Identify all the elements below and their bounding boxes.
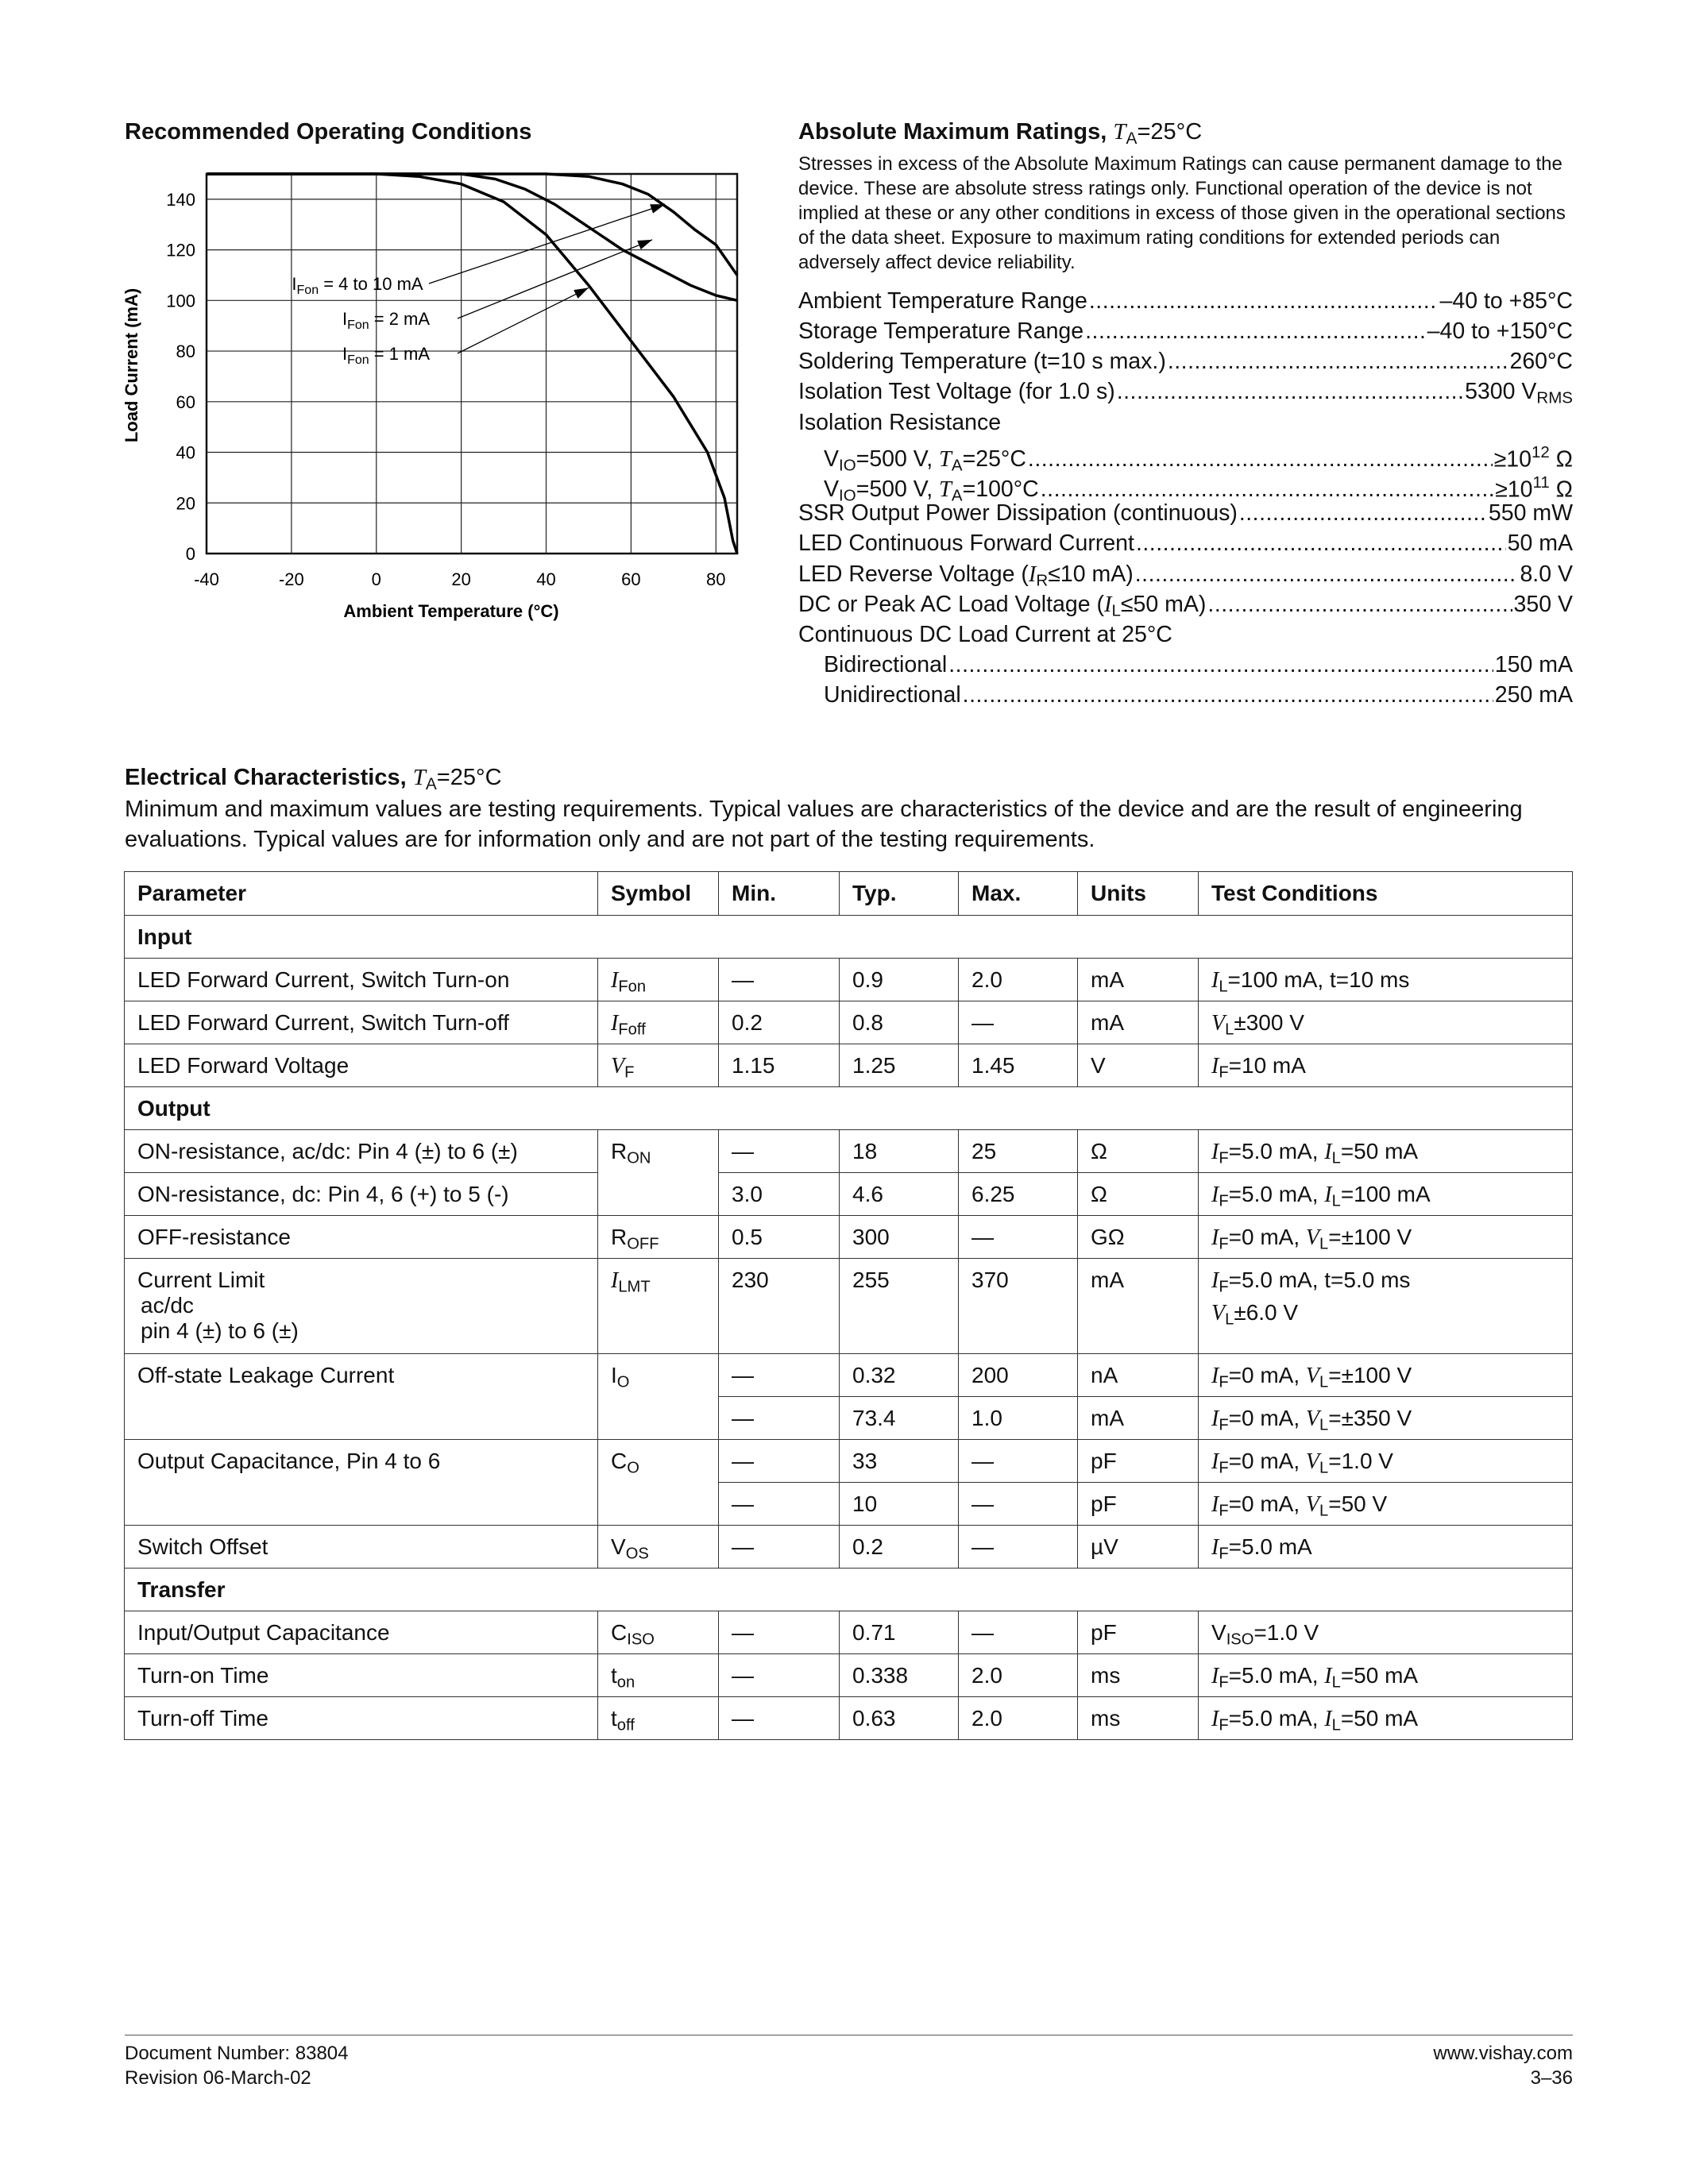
typ: 4.6 bbox=[840, 1173, 959, 1216]
table-row bbox=[125, 959, 1573, 1001]
typ: 255 bbox=[840, 1259, 959, 1354]
series-line bbox=[207, 174, 737, 300]
units: Ω bbox=[1078, 1173, 1199, 1216]
table-row bbox=[125, 1526, 1573, 1569]
annotation-arrow bbox=[458, 240, 652, 318]
chart-grid bbox=[207, 174, 737, 554]
min: — bbox=[719, 1130, 840, 1173]
amr-value: 50 mA bbox=[1507, 531, 1573, 557]
table-row bbox=[125, 1044, 1573, 1087]
amr-value: 8.0 V bbox=[1520, 561, 1573, 587]
page-number: 3–36 bbox=[1530, 2067, 1573, 2089]
symbol: $R_{OFF}$ bbox=[598, 1216, 719, 1259]
x-axis-label: Ambient Temperature (°C) bbox=[343, 601, 559, 621]
units: mA bbox=[1078, 1397, 1199, 1440]
symbol: $R_{ON}$ bbox=[598, 1130, 719, 1216]
x-tick-label: -20 bbox=[278, 569, 304, 589]
y-axis-label: Load Current (mA) bbox=[122, 287, 141, 443]
amr-value: 150 mA bbox=[1494, 652, 1573, 678]
symbol: $I_O$ bbox=[598, 1354, 719, 1440]
min: — bbox=[719, 1697, 840, 1740]
max: — bbox=[959, 1440, 1078, 1483]
amr-label: $V_{IO}=500$ V, $T_A=100^\circ C$ bbox=[824, 477, 1039, 505]
max: — bbox=[959, 1526, 1078, 1569]
param: Output Capacitance, Pin 4 to 6 bbox=[125, 1440, 598, 1526]
amr-label: Continuous DC Load Current at 25°C bbox=[798, 621, 1172, 647]
y-tick-label: 140 bbox=[166, 189, 195, 210]
annotation-arrow bbox=[458, 287, 589, 353]
symbol: $V_{OS}$ bbox=[598, 1526, 719, 1569]
y-tick-label: 100 bbox=[166, 291, 195, 311]
amr-value: $\ge 10^{11}$ Ω bbox=[1495, 473, 1573, 503]
table-row bbox=[125, 1354, 1573, 1397]
symbol: $t_{on}$ bbox=[598, 1654, 719, 1697]
amr-row bbox=[798, 498, 1573, 528]
x-ticks bbox=[194, 569, 725, 589]
amr-label: DC or Peak AC Load Voltage ($I_L\le 50$ mA) bbox=[798, 591, 1207, 620]
leader-dots bbox=[963, 680, 1493, 710]
document-number: Document Number: 83804 bbox=[125, 2043, 349, 2064]
leader-dots bbox=[1168, 346, 1508, 376]
param: OFF-resistance bbox=[125, 1216, 598, 1259]
amr-label: Isolation Resistance bbox=[798, 409, 1002, 435]
typ: 0.32 bbox=[840, 1354, 959, 1397]
group-row-transfer bbox=[125, 1569, 1573, 1611]
arrowhead bbox=[650, 204, 665, 213]
test-conditions: $I_F=5.0$ mA, $I_L=50$ mA bbox=[1199, 1654, 1573, 1697]
max: — bbox=[959, 1611, 1078, 1654]
leader-dots bbox=[1028, 444, 1493, 474]
leader-dots bbox=[1239, 498, 1487, 528]
max: 6.25 bbox=[959, 1173, 1078, 1216]
max: — bbox=[959, 1001, 1078, 1044]
y-tick-label: 20 bbox=[176, 493, 195, 514]
typ: 0.9 bbox=[840, 959, 959, 1001]
test-conditions: $I_F=5.0$ mA, t=5.0 ms $V_L\pm 6.0$ V bbox=[1199, 1259, 1573, 1354]
param: LED Forward Current, Switch Turn-on bbox=[125, 959, 598, 1001]
series-label: $I_{Fon} = 1$ mA bbox=[342, 344, 431, 367]
units: nA bbox=[1078, 1354, 1199, 1397]
max: 2.0 bbox=[959, 1654, 1078, 1697]
x-tick-label: 80 bbox=[706, 569, 726, 589]
test-conditions: $I_F=5.0$ mA bbox=[1199, 1526, 1573, 1569]
amr-row bbox=[798, 376, 1573, 407]
leader-dots bbox=[1085, 316, 1426, 346]
amr-row bbox=[798, 438, 1573, 475]
amr-label: LED Reverse Voltage ($I_R\le 10$ mA) bbox=[798, 561, 1134, 590]
min: — bbox=[719, 1440, 840, 1483]
amr-label: $V_{IO}=500$ V, $T_A=25^\circ C$ bbox=[824, 446, 1026, 475]
col-min: Min. bbox=[719, 872, 840, 916]
amr-label: SSR Output Power Dissipation (continuous) bbox=[798, 500, 1238, 527]
amr-row bbox=[798, 407, 1573, 438]
annotations bbox=[292, 204, 665, 367]
units: µV bbox=[1078, 1526, 1199, 1569]
col-test-conditions: Test Conditions bbox=[1199, 872, 1573, 916]
typ: 0.63 bbox=[840, 1697, 959, 1740]
y-tick-label: 40 bbox=[176, 442, 195, 463]
typ: 300 bbox=[840, 1216, 959, 1259]
amr-row bbox=[798, 346, 1573, 376]
max: 1.45 bbox=[959, 1044, 1078, 1087]
test-conditions: $I_F=0$ mA, $V_L=\pm 100$ V bbox=[1199, 1216, 1573, 1259]
min: — bbox=[719, 1354, 840, 1397]
param: Off-state Leakage Current bbox=[125, 1354, 598, 1440]
min: — bbox=[719, 1397, 840, 1440]
absolute-maximum-ratings bbox=[798, 119, 1573, 710]
units: mA bbox=[1078, 959, 1199, 1001]
amr-label: Isolation Test Voltage (for 1.0 s) bbox=[798, 379, 1115, 405]
typ: 0.2 bbox=[840, 1526, 959, 1569]
arrowhead bbox=[574, 287, 589, 298]
leader-dots bbox=[1089, 286, 1439, 316]
param: Turn-off Time bbox=[125, 1697, 598, 1740]
min: 3.0 bbox=[719, 1173, 840, 1216]
header-row bbox=[125, 872, 1573, 916]
param: Switch Offset bbox=[125, 1526, 598, 1569]
x-tick-label: 20 bbox=[451, 569, 471, 589]
units: pF bbox=[1078, 1611, 1199, 1654]
test-conditions: $I_F=0$ mA, $V_L=1.0$ V bbox=[1199, 1440, 1573, 1483]
amr-label: Ambient Temperature Range bbox=[798, 287, 1087, 314]
param: Current Limit ac/dc pin 4 (±) to 6 (±) bbox=[125, 1259, 598, 1354]
group-output: Output bbox=[125, 1087, 1573, 1130]
leader-dots bbox=[1207, 589, 1512, 619]
param: LED Forward Current, Switch Turn-off bbox=[125, 1001, 598, 1044]
roc-title: Recommended Operating Conditions bbox=[125, 119, 532, 145]
x-tick-label: 60 bbox=[621, 569, 641, 589]
amr-value: –40 to +150°C bbox=[1427, 318, 1573, 345]
min: — bbox=[719, 1483, 840, 1526]
leader-dots bbox=[1135, 559, 1519, 589]
test-conditions: $I_L=100$ mA, t=10 ms bbox=[1199, 959, 1573, 1001]
amr-value: 250 mA bbox=[1494, 682, 1573, 708]
units: GΩ bbox=[1078, 1216, 1199, 1259]
col-parameter: Parameter bbox=[125, 872, 598, 916]
units: ms bbox=[1078, 1697, 1199, 1740]
min: — bbox=[719, 1611, 840, 1654]
min: 0.2 bbox=[719, 1001, 840, 1044]
amr-title: Absolute Maximum Ratings, $T_A=25^\circ C$ bbox=[798, 119, 1203, 148]
min: 230 bbox=[719, 1259, 840, 1354]
test-conditions: $I_F=5.0$ mA, $I_L=50$ mA bbox=[1199, 1697, 1573, 1740]
table-row bbox=[125, 1611, 1573, 1654]
units: Ω bbox=[1078, 1130, 1199, 1173]
amr-value: 550 mW bbox=[1488, 500, 1573, 527]
max: — bbox=[959, 1483, 1078, 1526]
min: 0.5 bbox=[719, 1216, 840, 1259]
units: mA bbox=[1078, 1001, 1199, 1044]
series-line bbox=[207, 174, 737, 554]
test-conditions: $I_F=10$ mA bbox=[1199, 1044, 1573, 1087]
amr-row bbox=[798, 589, 1573, 619]
amr-value: $\ge 10^{12}$ Ω bbox=[1493, 442, 1573, 473]
typ: 18 bbox=[840, 1130, 959, 1173]
test-conditions: $I_F=0$ mA, $V_L=\pm 350$ V bbox=[1199, 1397, 1573, 1440]
ec-intro: Minimum and maximum values are testing requirements. Typical values are characteristics of the device and are the result of engineering evaluations. Typical values are for information only and are not part of the testing requirements. bbox=[125, 797, 1523, 852]
symbol: $I_{LMT}$ bbox=[598, 1259, 719, 1354]
max: 25 bbox=[959, 1130, 1078, 1173]
amr-label: LED Continuous Forward Current bbox=[798, 531, 1134, 557]
typ: 0.71 bbox=[840, 1611, 959, 1654]
table-row bbox=[125, 1440, 1573, 1483]
amr-label: Soldering Temperature (t=10 s max.) bbox=[798, 349, 1166, 375]
test-conditions: $V_L\pm 300$ V bbox=[1199, 1001, 1573, 1044]
amr-label: Bidirectional bbox=[824, 652, 948, 678]
min: — bbox=[719, 959, 840, 1001]
units: ms bbox=[1078, 1654, 1199, 1697]
group-row-output bbox=[125, 1087, 1573, 1130]
max: 2.0 bbox=[959, 959, 1078, 1001]
min: — bbox=[719, 1526, 840, 1569]
test-conditions: $I_F=5.0$ mA, $I_L=50$ mA bbox=[1199, 1130, 1573, 1173]
amr-row bbox=[798, 680, 1573, 710]
load-current-chart bbox=[119, 155, 747, 631]
max: — bbox=[959, 1216, 1078, 1259]
amr-list bbox=[798, 286, 1573, 711]
max: 1.0 bbox=[959, 1397, 1078, 1440]
symbol: $I_{Foff}$ bbox=[598, 1001, 719, 1044]
table-row bbox=[125, 1173, 1573, 1216]
max: 370 bbox=[959, 1259, 1078, 1354]
group-input: Input bbox=[125, 916, 1573, 959]
typ: 1.25 bbox=[840, 1044, 959, 1087]
table-row bbox=[125, 1001, 1573, 1044]
typ: 0.8 bbox=[840, 1001, 959, 1044]
typ: 10 bbox=[840, 1483, 959, 1526]
col-units: Units bbox=[1078, 872, 1199, 916]
amr-value: –40 to +85°C bbox=[1439, 287, 1573, 314]
arrowhead bbox=[637, 240, 652, 249]
amr-intro: Stresses in excess of the Absolute Maximum Ratings can cause permanent damage to the device. These are absolute stress ratings only. Functional operation of the device is not implied at these or any other conditions in excess of those given in the operational sections of the data sheet. Exposure to maximum rating conditions for extended periods can adversely affect device reliability. bbox=[798, 152, 1566, 273]
units: V bbox=[1078, 1044, 1199, 1087]
amr-row bbox=[798, 286, 1573, 316]
x-tick-label: -40 bbox=[194, 569, 219, 589]
table-row bbox=[125, 1697, 1573, 1740]
test-conditions: $I_F=0$ mA, $V_L=\pm 100$ V bbox=[1199, 1354, 1573, 1397]
units: mA bbox=[1078, 1259, 1199, 1354]
amr-value: 5300 $V_{RMS}$ bbox=[1465, 379, 1573, 408]
series-label: $I_{Fon} = 4$ to 10 mA bbox=[292, 274, 423, 297]
curves bbox=[207, 174, 737, 554]
table-row bbox=[125, 1130, 1573, 1173]
amr-row bbox=[798, 316, 1573, 346]
param: ON-resistance, dc: Pin 4, 6 (+) to 5 (-) bbox=[125, 1173, 598, 1216]
annotation-arrow bbox=[429, 204, 665, 284]
param: LED Forward Voltage bbox=[125, 1044, 598, 1087]
table-row bbox=[125, 1216, 1573, 1259]
electrical-characteristics-table bbox=[124, 871, 1573, 1740]
test-conditions: $V_{ISO}=1.0$ V bbox=[1199, 1611, 1573, 1654]
amr-label: Unidirectional bbox=[824, 682, 961, 708]
test-conditions: $I_F=5.0$ mA, $I_L=100$ mA bbox=[1199, 1173, 1573, 1216]
y-tick-label: 60 bbox=[176, 392, 195, 412]
symbol: $t_{off}$ bbox=[598, 1697, 719, 1740]
max: 200 bbox=[959, 1354, 1078, 1397]
param: Turn-on Time bbox=[125, 1654, 598, 1697]
symbol: $V_F$ bbox=[598, 1044, 719, 1087]
amr-row bbox=[798, 650, 1573, 680]
symbol: $C_O$ bbox=[598, 1440, 719, 1526]
group-transfer: Transfer bbox=[125, 1569, 1573, 1611]
leader-dots bbox=[1117, 376, 1463, 407]
typ: 0.338 bbox=[840, 1654, 959, 1697]
typ: 73.4 bbox=[840, 1397, 959, 1440]
y-tick-label: 0 bbox=[185, 544, 195, 564]
ec-title: Electrical Characteristics, $T_A=25^\circ C$ bbox=[125, 765, 502, 793]
min: — bbox=[719, 1654, 840, 1697]
leader-dots bbox=[948, 650, 1493, 680]
website-link[interactable]: www.vishay.com bbox=[1433, 2043, 1573, 2064]
param: ON-resistance, ac/dc: Pin 4 (±) to 6 (±) bbox=[125, 1130, 598, 1173]
units: pF bbox=[1078, 1440, 1199, 1483]
col-max: Max. bbox=[959, 872, 1078, 916]
units: pF bbox=[1078, 1483, 1199, 1526]
param: Input/Output Capacitance bbox=[125, 1611, 598, 1654]
revision: Revision 06-March-02 bbox=[125, 2067, 311, 2089]
test-conditions: $I_F=0$ mA, $V_L=50$ V bbox=[1199, 1483, 1573, 1526]
x-tick-label: 40 bbox=[536, 569, 556, 589]
y-ticks bbox=[166, 190, 195, 564]
series-label: $I_{Fon} = 2$ mA bbox=[342, 309, 431, 332]
y-tick-label: 120 bbox=[166, 240, 195, 260]
max: 2.0 bbox=[959, 1697, 1078, 1740]
typ: 33 bbox=[840, 1440, 959, 1483]
table-row bbox=[125, 1654, 1573, 1697]
x-tick-label: 0 bbox=[371, 569, 381, 589]
leader-dots bbox=[1136, 528, 1506, 558]
col-symbol: Symbol bbox=[598, 872, 719, 916]
symbol: $C_{ISO}$ bbox=[598, 1611, 719, 1654]
table-row bbox=[125, 1259, 1573, 1354]
amr-value: 350 V bbox=[1513, 591, 1573, 617]
col-typ: Typ. bbox=[840, 872, 959, 916]
amr-row bbox=[798, 559, 1573, 589]
amr-value: 260°C bbox=[1509, 349, 1573, 375]
plot-frame bbox=[207, 174, 737, 554]
symbol: $I_{Fon}$ bbox=[598, 959, 719, 1001]
group-row-input bbox=[125, 916, 1573, 959]
amr-label: Storage Temperature Range bbox=[798, 318, 1084, 345]
amr-row bbox=[798, 528, 1573, 558]
min: 1.15 bbox=[719, 1044, 840, 1087]
y-tick-label: 80 bbox=[176, 341, 195, 362]
